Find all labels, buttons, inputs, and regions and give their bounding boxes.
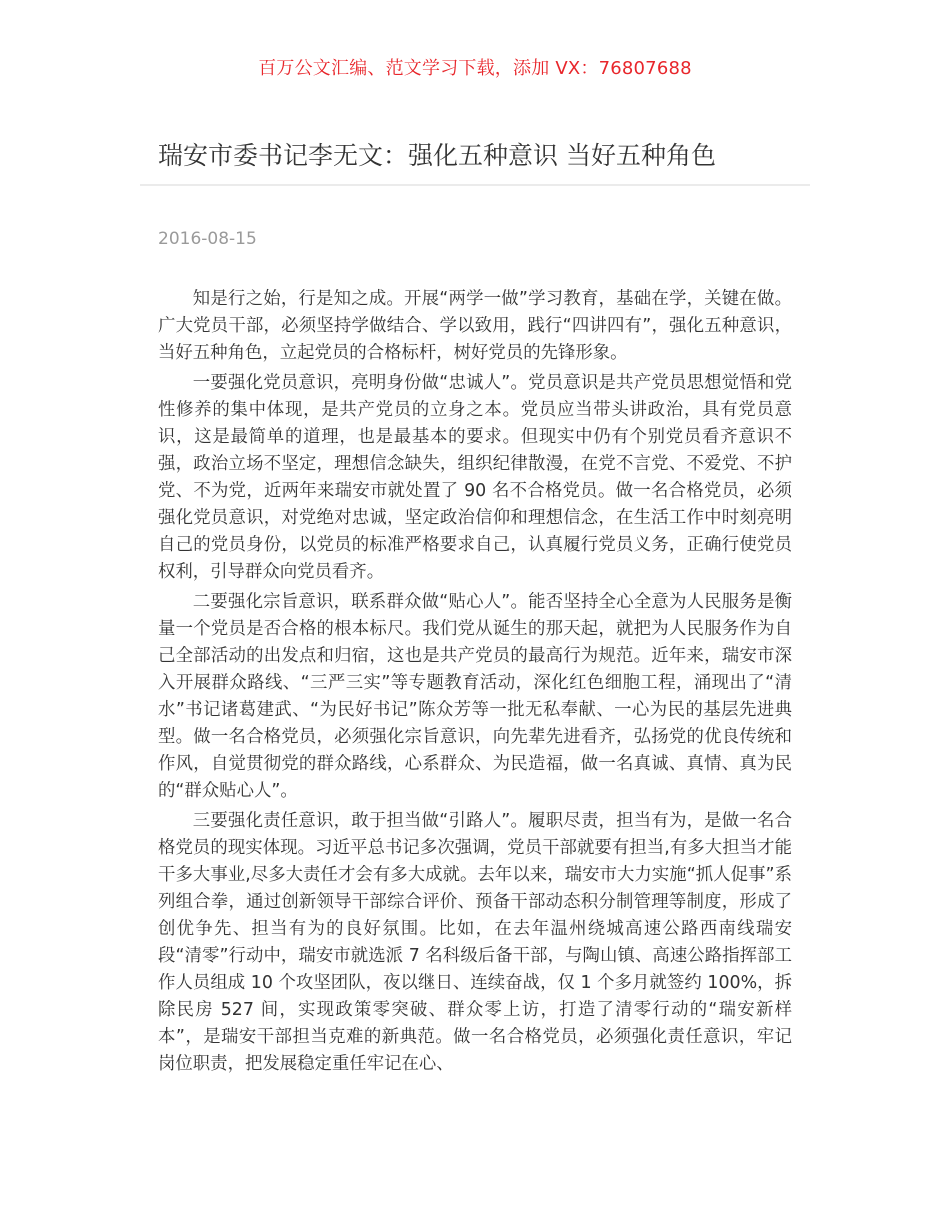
article-title: 瑞安市委书记李无文：强化五种意识 当好五种角色 <box>158 141 716 170</box>
paragraph-purpose-awareness: 二要强化宗旨意识，联系群众做“贴心人”。能否坚持全心全意为人民服务是衡量一个党员是否合格的根本标尺。我们党从诞生的那天起，就把为人民服务作为自己全部活动的出发点和归宿，这也是共产党员的最高行为规范。近年来，瑞安市深入开展群众路线、“三严三实”等专题教育活动，深化红色细胞工程，涌现出了“清水”书记诸葛建武、“为民好书记”陈众芳等一批无私奉献、一心为民的基层先进典型。做一名合格党员，必须强化宗旨意识，向先辈先进看齐，弘扬党的优良传统和作风，自觉贯彻党的群众路线，心系群众、为民造福，做一名真诚、真情、真为民的“群众贴心人”。 <box>158 592 792 801</box>
paragraph-responsibility-awareness: 三要强化责任意识，敢于担当做“引路人”。履职尽责，担当有为，是做一名合格党员的现实体现。习近平总书记多次强调，党员干部就要有担当,有多大担当才能干多大事业,尽多大责任才会有多大成就。去年以来，瑞安市大力实施“抓人促事”系列组合拳，通过创新领导干部综合评价、预备干部动态积分制管理等制度，形成了创优争先、担当有为的良好氛围。比如，在去年温州绕城高速公路西南线瑞安段“清零”行动中，瑞安市就选派 7 名科级后备干部，与陶山镇、高速公路指挥部工作人员组成 10 个攻坚团队，夜以继日、连续奋战，仅 1 个多月就签约 100%，拆除民房 527 间，实现政策零突破、群众零上访，打造了清零行动的“瑞安新样本”，是瑞安干部担当克难的新典范。做一名合格党员，必须强化责任意识，牢记岗位职责，把发展稳定重任牢记在心、 <box>158 811 792 1074</box>
paragraph-intro: 知是行之始，行是知之成。开展“两学一做”学习教育，基础在学，关键在做。广大党员干部，必须坚持学做结合、学以致用，践行“四讲四有”，强化五种意识，当好五种角色，立起党员的合格标杆，树好党员的先锋形象。 <box>158 289 792 363</box>
promo-banner: 百万公文汇编、范文学习下载，添加 VX：76807688 <box>258 58 692 79</box>
title-divider <box>140 184 810 186</box>
article-body <box>158 286 792 1081</box>
publish-date: 2016-08-15 <box>158 229 257 249</box>
paragraph-party-awareness: 一要强化党员意识，亮明身份做“忠诚人”。党员意识是共产党员思想觉悟和党性修养的集中体现，是共产党员的立身之本。党员应当带头讲政治，具有党员意识，这是最简单的道理，也是最基本的要求。但现实中仍有个别党员看齐意识不强，政治立场不坚定，理想信念缺失，组织纪律散漫，在党不言党、不爱党、不护党、不为党，近两年来瑞安市就处置了 90 名不合格党员。做一名合格党员，必须强化党员意识，对党绝对忠诚，坚定政治信仰和理想信念，在生活工作中时刻亮明自己的党员身份，以党员的标准严格要求自己，认真履行党员义务，正确行使党员权利，引导群众向党员看齐。 <box>158 373 792 582</box>
